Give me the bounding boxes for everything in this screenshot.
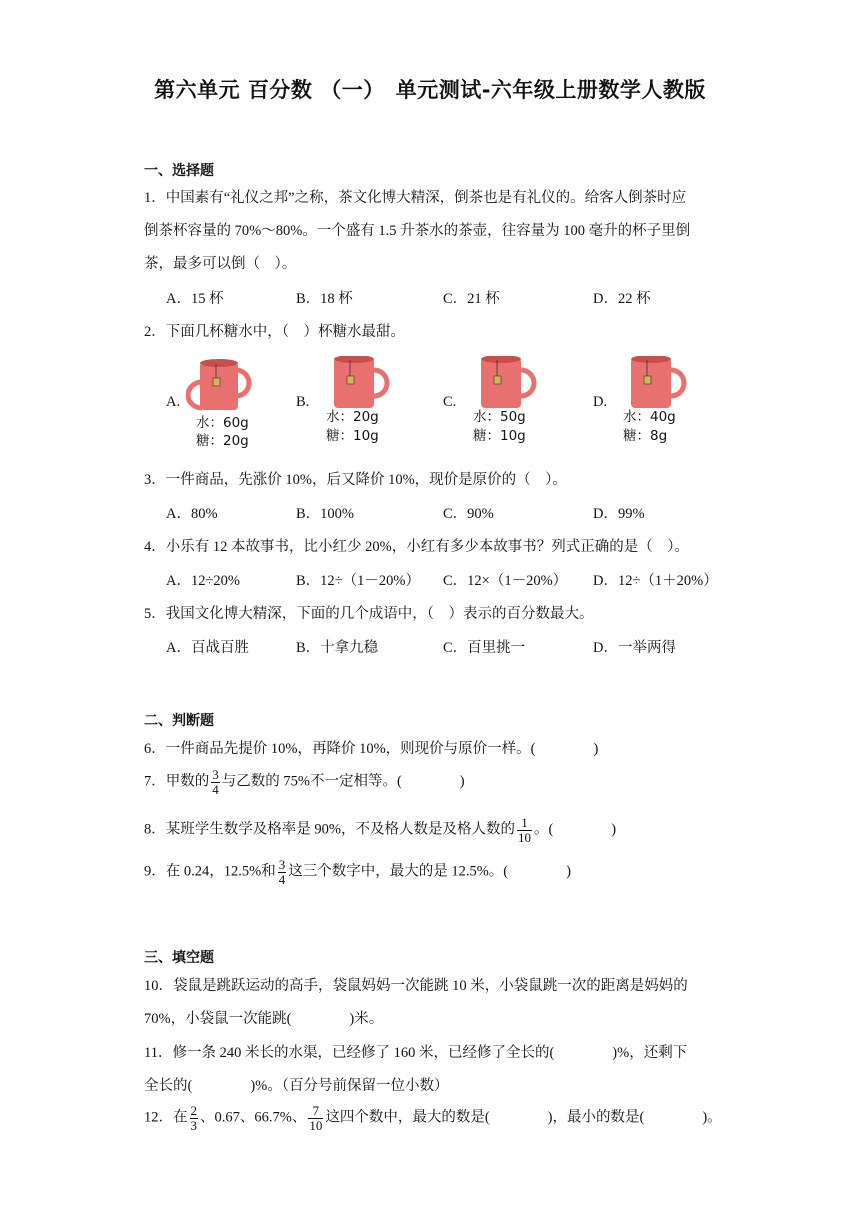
q9-pre: 9．在 0.24，12.5%和 bbox=[144, 863, 276, 880]
q2-option-d[interactable] bbox=[593, 356, 713, 456]
mug-icon bbox=[621, 356, 691, 412]
q7-post: 与乙数的 75%不一定相等。( ) bbox=[221, 773, 465, 790]
q6-text: 6．一件商品先提价 10%，再降价 10%，则现价与原价一样。( ) bbox=[144, 741, 599, 757]
q4-option-d[interactable]: D．12÷（1＋20%） bbox=[593, 573, 718, 589]
q10-line2: 70%，小袋鼠一次能跳( )米。 bbox=[144, 1011, 384, 1027]
fraction-numerator: 1 bbox=[517, 816, 532, 831]
q11-line1: 11．修一条 240 米长的水渠，已经修了 160 米，已经修了全长的( )%，还剩下 bbox=[144, 1045, 688, 1061]
q2-option-letter: B. bbox=[296, 394, 310, 410]
q10-line1: 10．袋鼠是跳跃运动的高手，袋鼠妈妈一次能跳 10 米，小袋鼠跳一次的距离是妈妈的 bbox=[144, 978, 688, 994]
q12-mid: 、0.67、66.7%、 bbox=[200, 1109, 307, 1126]
q2-sugar: 糖：10g bbox=[326, 428, 379, 444]
q2-option-c[interactable] bbox=[443, 356, 563, 456]
q3-options bbox=[166, 502, 726, 524]
mug-icon bbox=[186, 356, 256, 412]
q2-water: 水：60g bbox=[196, 415, 249, 431]
q5-option-c[interactable]: C．百里挑一 bbox=[443, 640, 526, 656]
q1-line3: 茶，最多可以倒（ ）。 bbox=[144, 256, 297, 272]
q9-fraction bbox=[278, 858, 287, 886]
q1-line2: 倒茶杯容量的 70%～80%。一个盛有 1.5 升茶水的茶壶，往容量为 100 毫升的杯子里倒 bbox=[144, 223, 691, 239]
q3-option-a[interactable]: A．80% bbox=[166, 506, 218, 522]
q7-fraction bbox=[211, 768, 220, 796]
q2-option-b[interactable] bbox=[296, 356, 416, 456]
fraction-denominator: 10 bbox=[309, 1117, 323, 1133]
q12-post: 这四个数中，最大的数是( )，最小的数是( )。 bbox=[325, 1109, 722, 1126]
q2-sugar: 糖：8g bbox=[623, 428, 668, 444]
fraction-denominator: 4 bbox=[212, 781, 219, 797]
fraction-numerator: 7 bbox=[308, 1104, 323, 1119]
q4-text: 4．小乐有 12 本故事书，比小红少 20%，小红有多少本故事书？列式正确的是（ ）。 bbox=[144, 539, 689, 555]
q12-fraction-2 bbox=[308, 1104, 323, 1132]
q2-sugar: 糖：20g bbox=[196, 433, 249, 449]
q5-option-a[interactable]: A．百战百胜 bbox=[166, 640, 249, 656]
q4-options bbox=[166, 569, 726, 591]
q1-option-d[interactable]: D．22 杯 bbox=[593, 291, 651, 307]
q2-options bbox=[166, 356, 726, 456]
q12-fraction-1 bbox=[190, 1104, 199, 1132]
q2-option-a[interactable] bbox=[166, 356, 286, 456]
q8-pre: 8．某班学生数学及格率是 90%，不及格人数是及格人数的 bbox=[144, 821, 515, 838]
q2-option-letter: D. bbox=[593, 394, 608, 410]
section-choice-heading: 一、选择题 bbox=[144, 163, 214, 179]
q1-options bbox=[166, 287, 726, 309]
q2-text: 2．下面几杯糖水中，（ ）杯糖水最甜。 bbox=[144, 324, 405, 340]
q8-fraction bbox=[517, 816, 532, 844]
q1-line1: 1．中国素有“礼仪之邦”之称，茶文化博大精深，倒茶也是有礼仪的。给客人倒茶时应 bbox=[144, 190, 687, 206]
q1-option-b[interactable]: B．18 杯 bbox=[296, 291, 353, 307]
q3-text: 3．一件商品，先涨价 10%，后又降价 10%，现价是原价的（ ）。 bbox=[144, 472, 567, 488]
q7-pre: 7．甲数的 bbox=[144, 773, 210, 790]
mug-icon bbox=[324, 356, 394, 412]
q7-line bbox=[144, 768, 465, 796]
q3-option-c[interactable]: C．90% bbox=[443, 506, 494, 522]
q8-post: 。( ) bbox=[533, 821, 617, 838]
page-title: 第六单元 百分数 （一） 单元测试-六年级上册数学人教版 bbox=[154, 78, 706, 102]
q1-option-a[interactable]: A．15 杯 bbox=[166, 291, 224, 307]
q9-post: 这三个数字中，最大的是 12.5%。( ) bbox=[288, 863, 571, 880]
fraction-denominator: 4 bbox=[278, 871, 286, 887]
q9-line bbox=[144, 858, 571, 886]
fraction-denominator: 3 bbox=[190, 1117, 197, 1133]
section-fill-heading: 三、填空题 bbox=[144, 950, 214, 966]
q2-water: 水：20g bbox=[326, 409, 379, 425]
q5-option-d[interactable]: D．一举两得 bbox=[593, 640, 676, 656]
q2-option-letter: A. bbox=[166, 394, 181, 410]
q8-line bbox=[144, 816, 616, 844]
fraction-numerator: 3 bbox=[212, 767, 219, 782]
q4-option-b[interactable]: B．12÷（1－20%） bbox=[296, 573, 420, 589]
q2-sugar: 糖：10g bbox=[473, 428, 526, 444]
fraction-denominator: 10 bbox=[517, 829, 531, 845]
fraction-numerator: 2 bbox=[190, 1103, 197, 1118]
q12-line bbox=[144, 1104, 722, 1132]
q3-option-b[interactable]: B．100% bbox=[296, 506, 354, 522]
mug-icon bbox=[471, 356, 541, 412]
q2-water: 水：50g bbox=[473, 409, 526, 425]
q1-option-c[interactable]: C．21 杯 bbox=[443, 291, 500, 307]
q3-option-d[interactable]: D．99% bbox=[593, 506, 645, 522]
q5-option-b[interactable]: B．十拿九稳 bbox=[296, 640, 379, 656]
q11-line2: 全长的( )%。（百分号前保留一位小数） bbox=[144, 1078, 449, 1094]
q4-option-a[interactable]: A．12÷20% bbox=[166, 573, 241, 589]
q2-option-letter: C. bbox=[443, 394, 457, 410]
q5-options bbox=[166, 636, 726, 658]
q5-text: 5．我国文化博大精深，下面的几个成语中，（ ）表示的百分数最大。 bbox=[144, 606, 594, 622]
q4-option-c[interactable]: C．12×（1－20%） bbox=[443, 573, 568, 589]
fraction-numerator: 3 bbox=[278, 857, 286, 872]
q2-water: 水：40g bbox=[623, 409, 676, 425]
section-judge-heading: 二、判断题 bbox=[144, 713, 214, 729]
q12-pre: 12．在 bbox=[144, 1109, 188, 1126]
